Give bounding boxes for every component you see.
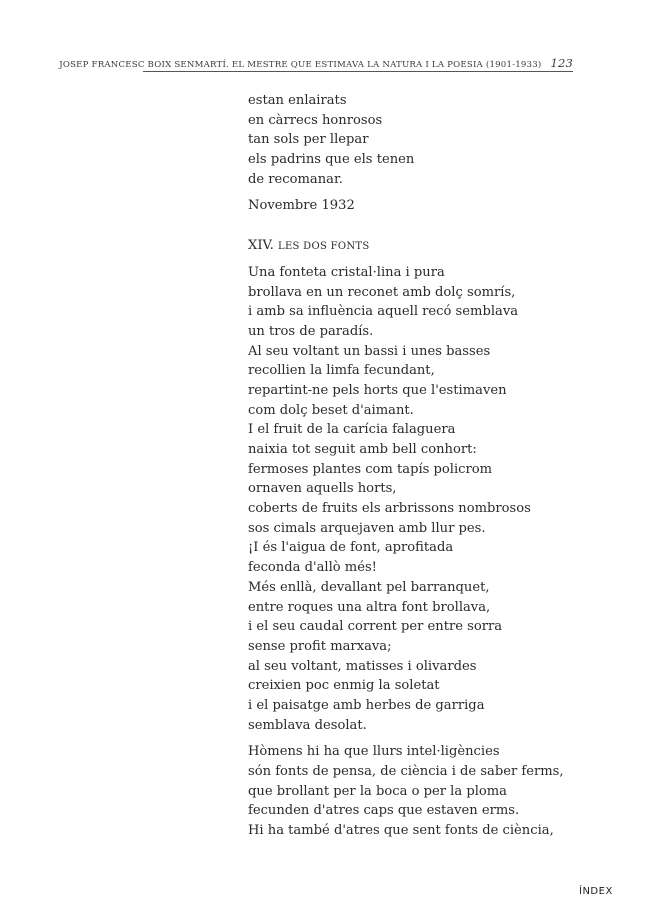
verse-line: naixia tot seguit amb bell conhort: (248, 442, 477, 457)
poem-date: Novembre 1932 (248, 198, 355, 214)
header-rule (143, 71, 573, 72)
section-title: LES DOS FONTS (278, 241, 370, 253)
verse-line: i amb sa influència aquell recó semblava (248, 304, 519, 320)
poem-stanza-1 (248, 263, 568, 736)
verse-line: fecunden d'atres caps que estaven erms. (248, 803, 520, 819)
verse-line: que brollant per la boca o per la ploma (248, 783, 507, 799)
verse-line: recollien la limfa fecundant, (248, 363, 435, 379)
verse-line: brollava en un reconet amb dolç somrís, (248, 284, 516, 300)
verse-line: estan enlairats (248, 93, 347, 108)
verse-line: semblava desolat. (248, 717, 367, 733)
index-link[interactable]: ÍNDEX (579, 886, 613, 897)
verse-line: repartint-ne pels horts que l'estimaven (248, 382, 507, 398)
verse-line: Més enllà, devallant pel barranquet, (248, 579, 490, 595)
verse-line: feconda d'allò més! (248, 560, 377, 576)
section-heading (248, 236, 568, 256)
verse-line: un tros de paradís. (248, 323, 374, 339)
verse-line: sense profit marxava; (248, 638, 392, 654)
running-head-title: JOSEP FRANCESC BOIX SENMARTÍ. EL MESTRE QUE ESTIMAVA LA NATURA I LA POESIA (1901-1933) (59, 60, 542, 70)
verse-line: Hòmens hi ha que llurs intel·ligències (248, 744, 500, 760)
verse-line: Una fonteta cristal·lina i pura (248, 264, 445, 280)
verse-line: són fonts de pensa, de ciència i de saber ferms, (248, 764, 564, 779)
verse-line: I el fruit de la carícia falaguera (248, 422, 456, 438)
verse-line: ornaven aquells horts, (248, 481, 397, 497)
verse-line: al seu voltant, matisses i olivardes (248, 658, 477, 674)
poem-stanza-2 (248, 742, 568, 840)
verse-line: de recomanar. (248, 171, 343, 187)
page-number: 123 (550, 56, 573, 70)
page-body (248, 91, 568, 841)
verse-line: i el paisatge amb herbes de garriga (248, 697, 485, 713)
section-number: XIV. (248, 238, 274, 254)
verse-line: i el seu caudal corrent per entre sorra (248, 619, 503, 635)
running-head (59, 56, 573, 70)
poem-ending-stanza (248, 91, 568, 189)
verse-line: sos cimals arquejaven amb llur pes. (248, 520, 486, 536)
verse-line: coberts de fruits els arbrissons nombrosos (248, 501, 531, 517)
verse-line: Al seu voltant un bassi i unes basses (248, 343, 491, 359)
verse-line: Hi ha també d'atres que sent fonts de ciència, (248, 823, 554, 839)
verse-line: fermoses plantes com tapís policrom (248, 461, 493, 477)
verse-line: tan sols per llepar (248, 132, 369, 148)
verse-line: els padrins que els tenen (248, 152, 415, 168)
verse-line: com dolç beset d'aimant. (248, 402, 414, 418)
verse-line: ¡I és l'aigua de font, aprofitada (248, 540, 454, 556)
verse-line: entre roques una altra font brollava, (248, 599, 491, 615)
verse-line: en càrrecs honrosos (248, 112, 383, 128)
verse-line: creixien poc enmig la soletat (248, 678, 440, 694)
